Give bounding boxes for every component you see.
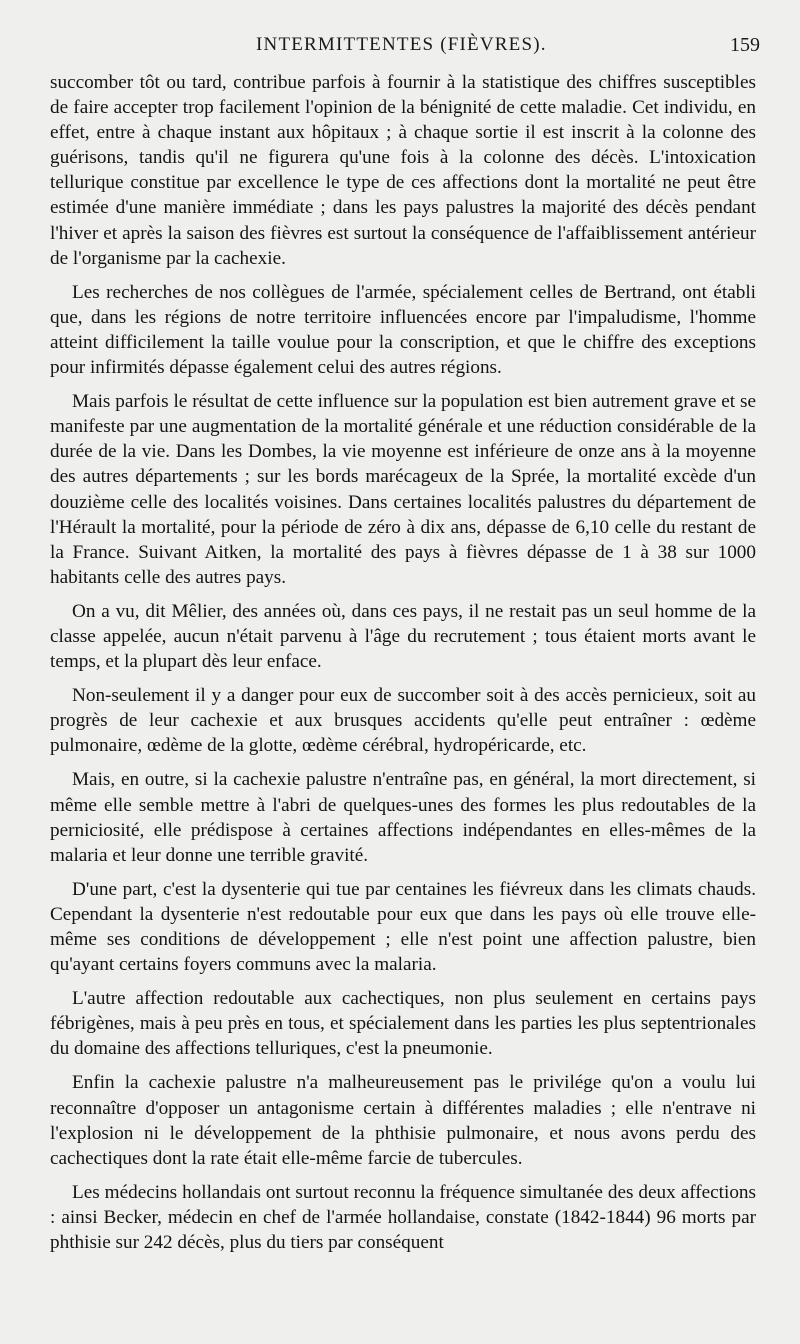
body-text <box>50 70 756 1255</box>
page-number: 159 <box>730 34 760 56</box>
paragraph: Les recherches de nos collègues de l'armée, spécialement celles de Bertrand, ont établi que, dans les régions de notre territoire influencées encore par l'impaludisme, l'homme atteint difficilement la taille voulue pour la conscription, et que le chiffre des exceptions pour infirmités dépasse également celui des autres régions. <box>50 281 756 379</box>
paragraph: D'une part, c'est la dysenterie qui tue par centaines les fiévreux dans les climats chauds. Cependant la dysenterie n'est redoutable pour eux que dans les pays où elle trouve elle-même ses conditions de développement ; elle n'est point une affection palustre, bien qu'ayant certains foyers communs avec la malaria. <box>50 878 756 976</box>
paragraph: L'autre affection redoutable aux cachectiques, non plus seulement en certains pays fébrigènes, mais à peu près en tous, et spécialement dans les parties les plus septentrionales du domaine des affections telluriques, c'est la pneumonie. <box>50 988 756 1060</box>
running-header <box>50 34 760 62</box>
paragraph: Mais parfois le résultat de cette influence sur la population est bien autrement grave et se manifeste par une augmentation de la mortalité générale et une réduction considérable de la durée de la vie. Dans les Dombes, la vie moyenne est inférieure de onze ans à la moyenne des autres départements ; sur les bords marécageux de la Sprée, la mortalité excède d'un douzième celle des localités voisines. Dans certaines localités palustres du département de l'Hérault la mortalité, pour la période de zéro à dix ans, dépasse de 6,10 celle du restant de la France. Suivant Aitken, la mortalité des pays à fièvres dépasse de 1 à 38 sur 1000 habitants celle des autres pays. <box>50 391 756 588</box>
paragraph: Mais, en outre, si la cachexie palustre n'entraîne pas, en général, la mort directement, si même elle semble mettre à l'abri de quelques-unes des formes les plus redoutables de la perniciosité, elle prédispose à certaines affections indépendantes en elles-mêmes de la malaria et leur donne une terrible gravité. <box>50 769 756 866</box>
paragraph: Non-seulement il y a danger pour eux de succomber soit à des accès pernicieux, soit au progrès de leur cachexie et aux brusques accidents qu'elle peut entraîner : œdème pulmonaire, œdème de la glotte, œdème cérébral, hydropéricarde, etc. <box>50 685 756 757</box>
paragraph-continued: succomber tôt ou tard, contribue parfois à fournir à la statistique des chiffres susceptibles de faire accepter trop facilement l'opinion de la bénignité de cette maladie. Cet individu, en effet, entre à chaque instant aux hôpitaux ; à chaque sortie il est inscrit à la colonne des guérisons, tandis qu'il ne figurera qu'une fois à la colonne des décès. L'intoxication tellurique constitue par excellence le type de ces affections dont la mortalité ne peut être estimée d'une manière immédiate ; dans les pays palustres la majorité des décès pendant l'hiver et après la saison des fièvres est surtout la conséquence de l'affaiblissement antérieur de l'organisme par la cachexie. <box>50 72 756 269</box>
paragraph: Enfin la cachexie palustre n'a malheureusement pas le privilége qu'on a voulu lui reconnaître d'opposer un antagonisme certain à différentes maladies ; elle n'entrave ni l'explosion ni le développement de la phthisie pulmonaire, et nous avons perdu des cachectiques dont la rate était elle-même farcie de tubercules. <box>50 1072 756 1169</box>
paragraph: Les médecins hollandais ont surtout reconnu la fréquence simultanée des deux affections : ainsi Becker, médecin en chef de l'armée hollandaise, constate (1842-1844) 96 morts par phthisie sur 242 décès, plus du tiers par conséquent <box>50 1181 756 1254</box>
paragraph: On a vu, dit Mêlier, des années où, dans ces pays, il ne restait pas un seul homme de la classe appelée, aucun n'était parvenu à l'âge du recrutement ; tous étaient morts avant le temps, et la plupart dès leur enface. <box>50 600 756 673</box>
running-title: INTERMITTENTES (FIÈVRES). <box>256 34 547 55</box>
